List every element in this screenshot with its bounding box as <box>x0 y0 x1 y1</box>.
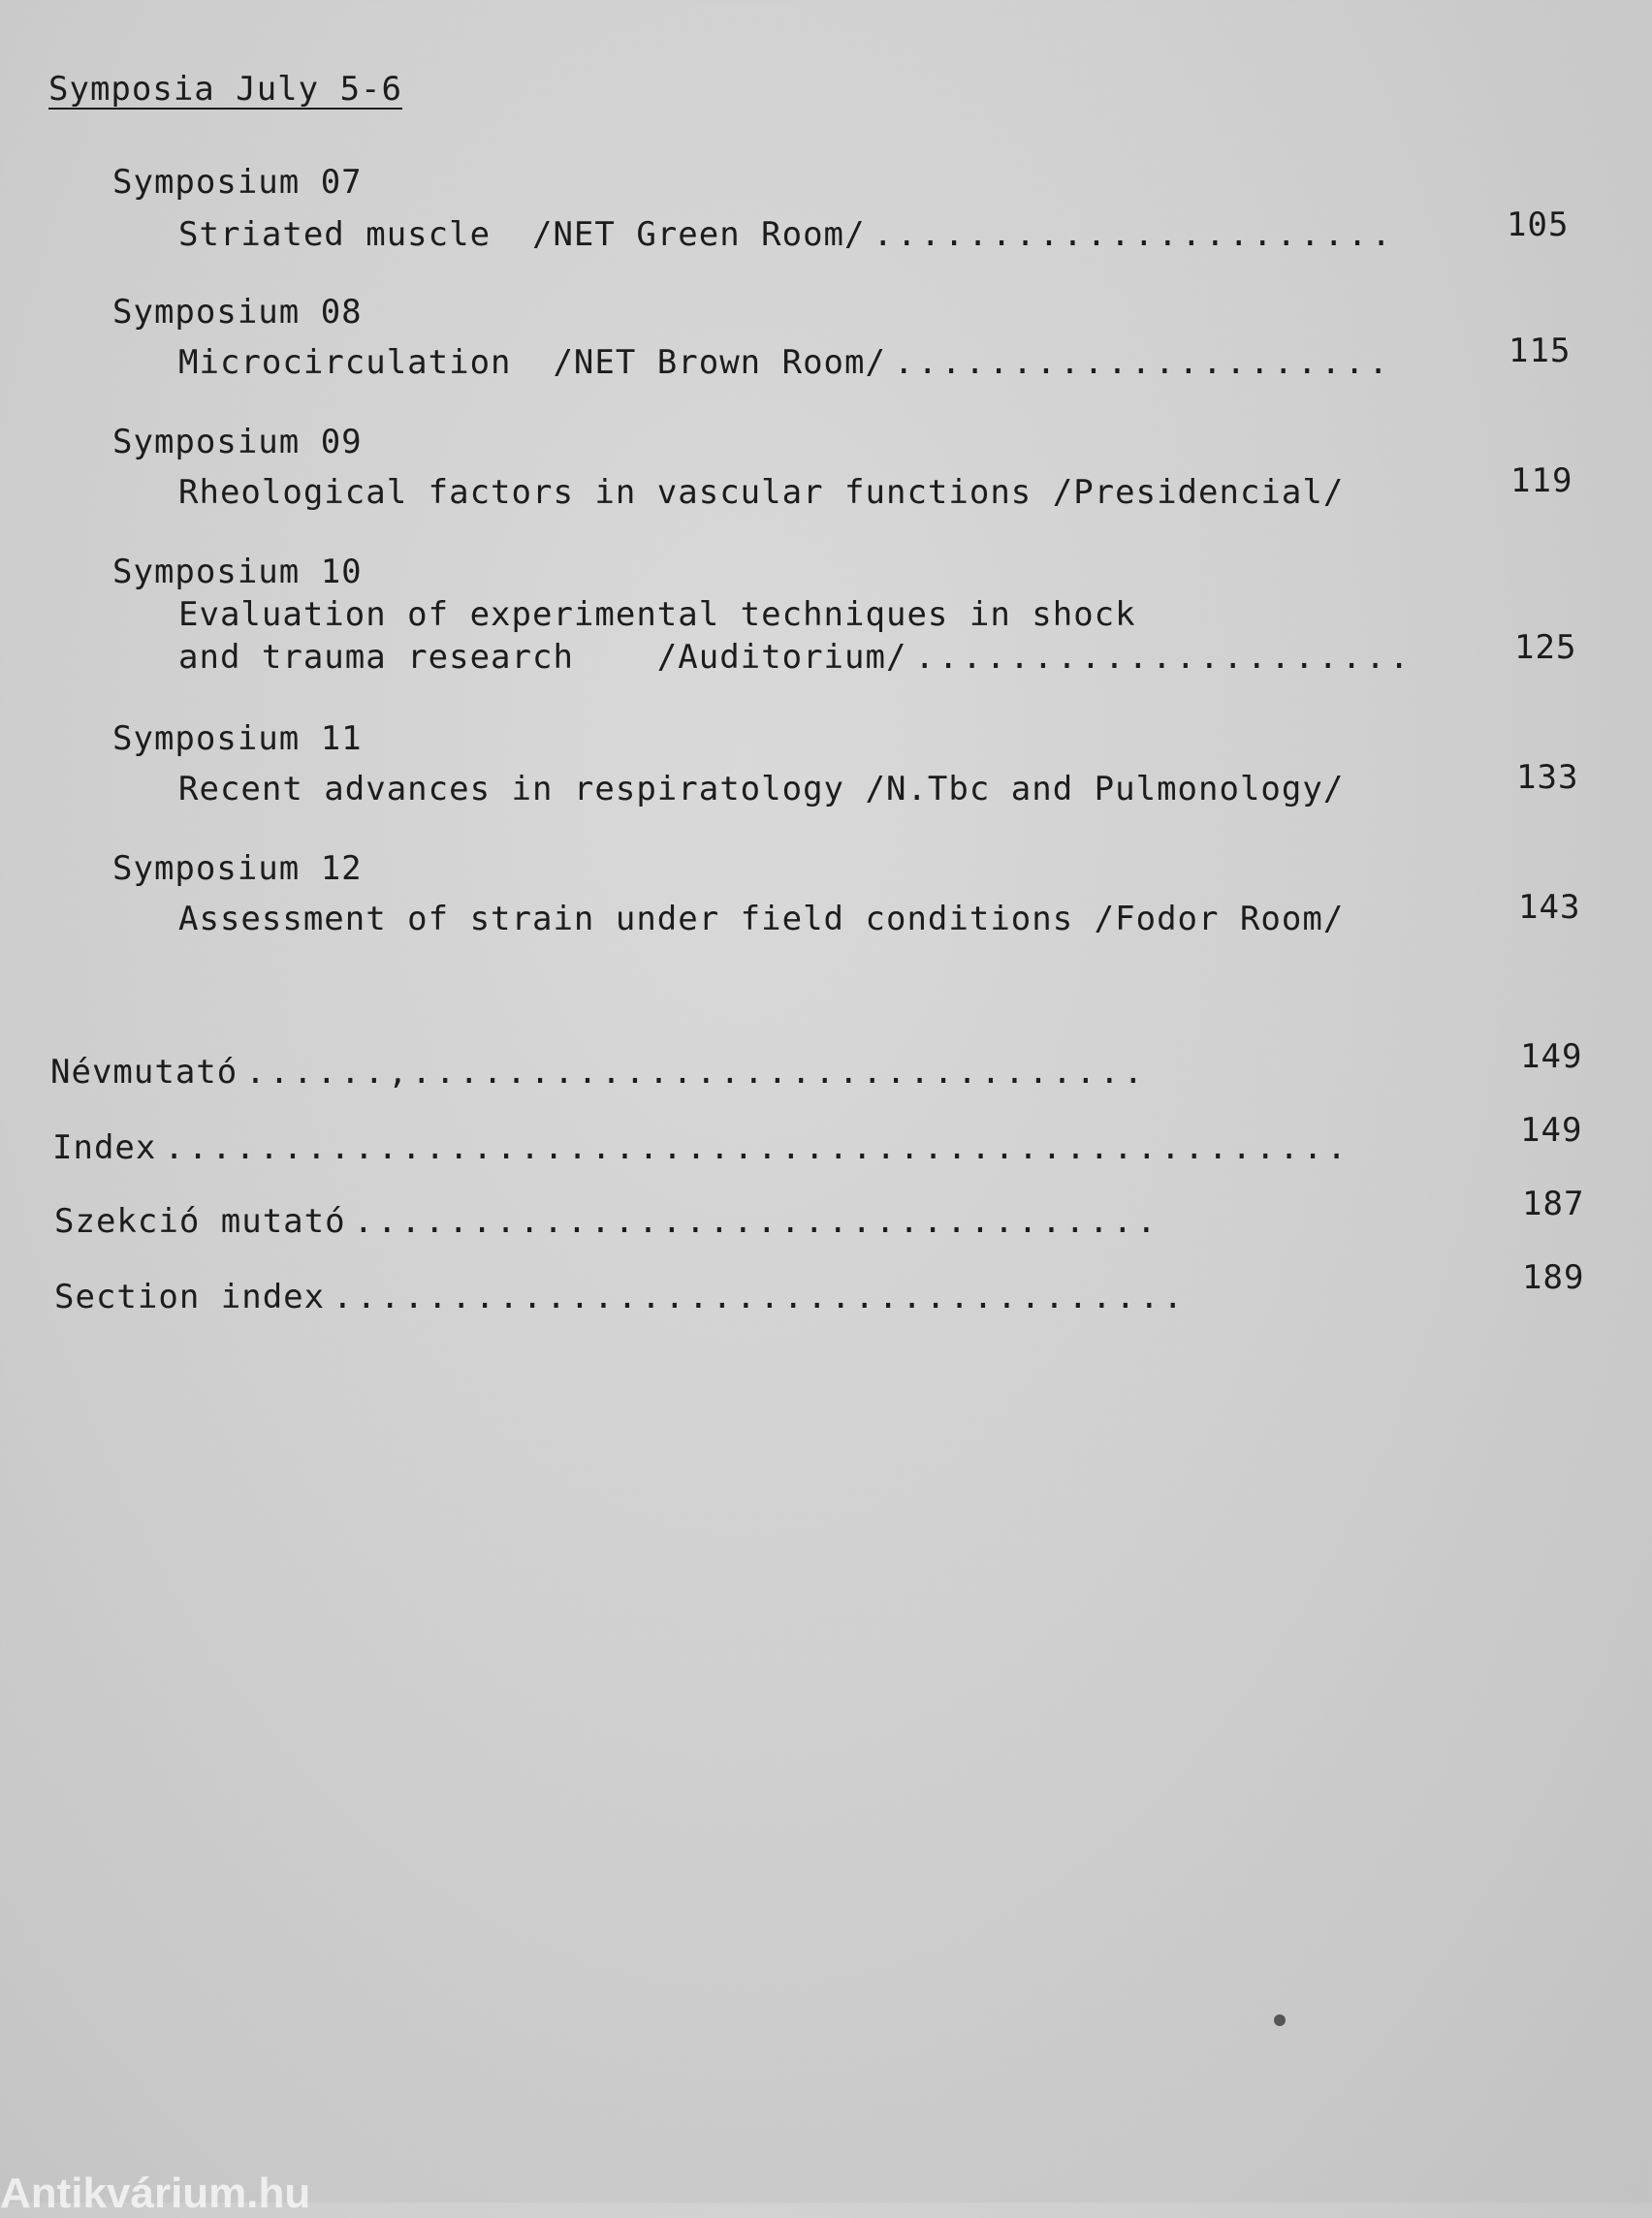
index-label: Szekció mutató <box>54 1202 346 1241</box>
index-page-index: 149 <box>1520 1111 1583 1150</box>
symposium-11-page: 133 <box>1516 758 1579 797</box>
index-page-szekcio-mutato: 187 <box>1522 1185 1585 1223</box>
index-label: Névmutató <box>50 1053 238 1092</box>
leader-dots: .................................................. <box>164 1128 1350 1167</box>
symposium-11-label: Symposium 11 <box>112 719 363 758</box>
symposium-10-title-line1: Evaluation of experimental techniques in shock <box>178 595 1136 634</box>
symposium-08-page: 115 <box>1509 332 1572 370</box>
index-label: Section index <box>54 1278 326 1316</box>
index-entry-section-index <box>54 1278 1476 1316</box>
ink-speck <box>1274 2014 1286 2026</box>
symposium-08-title: Microcirculation /NET Brown Room/ <box>178 343 886 382</box>
symposium-07-page: 105 <box>1507 206 1570 244</box>
symposium-08-entry <box>178 343 1445 382</box>
index-entry-nevmutato <box>50 1053 1450 1092</box>
symposium-10-title-line2: and trauma research /Auditorium/ <box>178 638 907 677</box>
index-entry-index <box>52 1128 1474 1167</box>
watermark: Antikvárium.hu <box>0 2170 311 2217</box>
leader-dots: ..................... <box>914 638 1414 677</box>
leader-dots: .................................. <box>353 1202 1160 1241</box>
symposium-12-label: Symposium 12 <box>112 849 363 888</box>
index-page-section-index: 189 <box>1522 1258 1585 1297</box>
leader-dots: .................................... <box>333 1278 1188 1316</box>
symposium-10-label: Symposium 10 <box>112 553 363 591</box>
symposium-07-title: Striated muscle /NET Green Room/ <box>178 215 866 254</box>
leader-dots: ......,............................... <box>245 1053 1148 1092</box>
index-entry-szekcio-mutato <box>54 1202 1474 1241</box>
symposium-10-page: 125 <box>1514 628 1577 667</box>
symposium-09-title: Rheological factors in vascular functions /Presidencial/ <box>178 473 1345 512</box>
leader-dots: ..................... <box>893 343 1392 382</box>
symposium-07-label: Symposium 07 <box>112 163 363 202</box>
symposium-09-page: 119 <box>1510 461 1573 500</box>
symposium-12-page: 143 <box>1518 888 1581 927</box>
index-page-nevmutato: 149 <box>1520 1037 1583 1076</box>
page-heading: Symposia July 5-6 <box>48 70 402 109</box>
symposium-10-entry <box>178 638 1448 677</box>
symposium-07-entry <box>178 215 1445 254</box>
leader-dots: ...................... <box>873 215 1395 254</box>
symposium-11-title: Recent advances in respiratology /N.Tbc and Pulmonology/ <box>178 770 1345 808</box>
symposium-09-label: Symposium 09 <box>112 423 363 461</box>
symposium-12-title: Assessment of strain under field conditions /Fodor Room/ <box>178 900 1345 938</box>
symposium-08-label: Symposium 08 <box>112 293 363 332</box>
index-label: Index <box>52 1128 157 1167</box>
